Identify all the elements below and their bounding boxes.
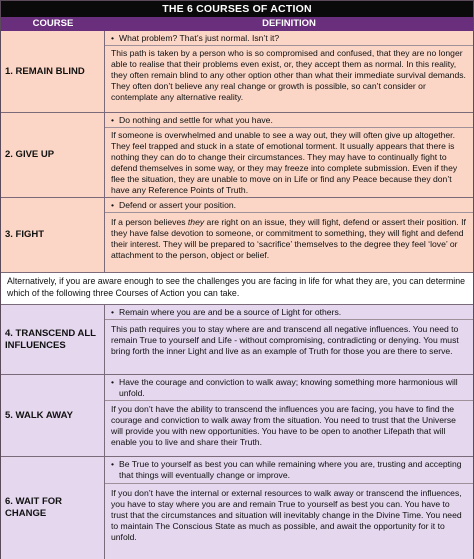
- bullet-item: [105, 457, 473, 484]
- bullet-dot-icon: •: [111, 115, 115, 125]
- bullet-item: [105, 198, 473, 213]
- table-row: [1, 198, 473, 273]
- course-name: 6. WAIT FOR CHANGE: [1, 457, 105, 559]
- description-text: [105, 217, 473, 261]
- table-row: [1, 113, 473, 198]
- description-text: If you don’t have the ability to transcend the influences you are facing, you have to find the courage and conviction to walk away from the situation. You need to trust that the Universe will provide you with new opportunities. You have to be open to another Lifepath that will enable you to live and share their Truth.: [111, 404, 456, 448]
- bullet-dot-icon: •: [111, 459, 115, 469]
- bullet-dot-icon: •: [111, 377, 115, 387]
- bullet-item: [105, 113, 473, 128]
- table-row: [1, 31, 473, 113]
- bullet-text: What problem? That’s just normal. Isn’t it?: [119, 33, 280, 43]
- description-text: If someone is overwhelmed and unable to see a way out, they will often give up altogether. They feel trapped and stuck in a state of emotional torment. It usually appears that there is nothing they can do to change their circumstances. They may have to continually fight to defend themselves in some way, or they may freeze into complete submission. Even if they flee the situation, they are unable to move on in Life or find any Peace because they don’t have any Reference Points of Truth.: [111, 130, 458, 196]
- course-definition: [105, 305, 473, 374]
- description-text-end: are right on an issue, they will fight, defend or assert their position. If they have false devotion to someone, or commitment to something, they will fight and defend their interest. They will be prepared to ‘sacrifice’ themselves to the degree they feel ‘love’ or attachment to the person, object or belief.: [111, 217, 466, 261]
- bullet-dot-icon: •: [111, 307, 115, 317]
- course-name: 3. FIGHT: [1, 198, 105, 272]
- table-row: [1, 375, 473, 457]
- bullet-text: Have the courage and conviction to walk away; knowing something more harmonious will unfold.: [119, 377, 458, 398]
- table-header: [1, 17, 473, 31]
- bullet-text: Remain where you are and be a source of Light for others.: [119, 307, 342, 317]
- intro-paragraph: Alternatively, if you are aware enough to see the challenges you are facing in life for what they are, you can determine which of the following three Courses of Action you can take.: [1, 273, 473, 305]
- bullet-item: [105, 31, 473, 46]
- page-title: THE 6 COURSES OF ACTION: [1, 1, 473, 17]
- course-name: 5. WALK AWAY: [1, 375, 105, 456]
- description-text: This path requires you to stay where are and transcend all negative influences. You need to remain True to yourself and Life - without compromising, contradicting or denying. You must bring forth the inner Light and live as an example of Truth for those you are there to serve.: [111, 324, 459, 357]
- course-definition: [105, 457, 473, 559]
- bullet-dot-icon: •: [111, 33, 115, 43]
- table-row: [1, 305, 473, 375]
- course-name: 1. REMAIN BLIND: [1, 31, 105, 112]
- header-course: COURSE: [32, 18, 74, 29]
- description-emphasis: they: [187, 217, 205, 227]
- bullet-dot-icon: •: [111, 200, 115, 210]
- bullet-text: Defend or assert your position.: [119, 200, 237, 210]
- course-definition: [105, 113, 473, 197]
- course-definition: [105, 198, 473, 272]
- bullet-item: [105, 305, 473, 320]
- course-definition: [105, 31, 473, 112]
- description-text-start: If a person believes: [111, 217, 188, 227]
- description-text: This path is taken by a person who is so compromised and confused, that they are no longer able to realise that their problems even exist, or, they accept them as normal. In this reality, they often remain blind to any other option other than what their immediate survival demands. They often don’t believe any real change or growth is possible, so can’t consider or contemplate any alternative reality.: [111, 48, 466, 103]
- description-text: If you don’t have the internal or external resources to walk away or transcend the influences, you have to stay where you are and remain True to yourself as best you can. You have to trust that the circumstances and situation will inevitably change in the Divine Time. You need to maintain The Conscious State as much as possible, and await the opportunity for it to unfold.: [111, 488, 462, 543]
- course-definition: [105, 375, 473, 456]
- header-definition: DEFINITION: [262, 18, 316, 29]
- course-name: 4. TRANSCEND ALL INFLUENCES: [1, 305, 105, 374]
- course-name: 2. GIVE UP: [1, 113, 105, 197]
- table-row: [1, 457, 473, 559]
- bullet-text: Do nothing and settle for what you have.: [119, 115, 273, 125]
- bullet-item: [105, 375, 473, 401]
- bullet-text: Be True to yourself as best you can while remaining where you are, trusting and accepting that things will eventually change or improve.: [119, 459, 462, 480]
